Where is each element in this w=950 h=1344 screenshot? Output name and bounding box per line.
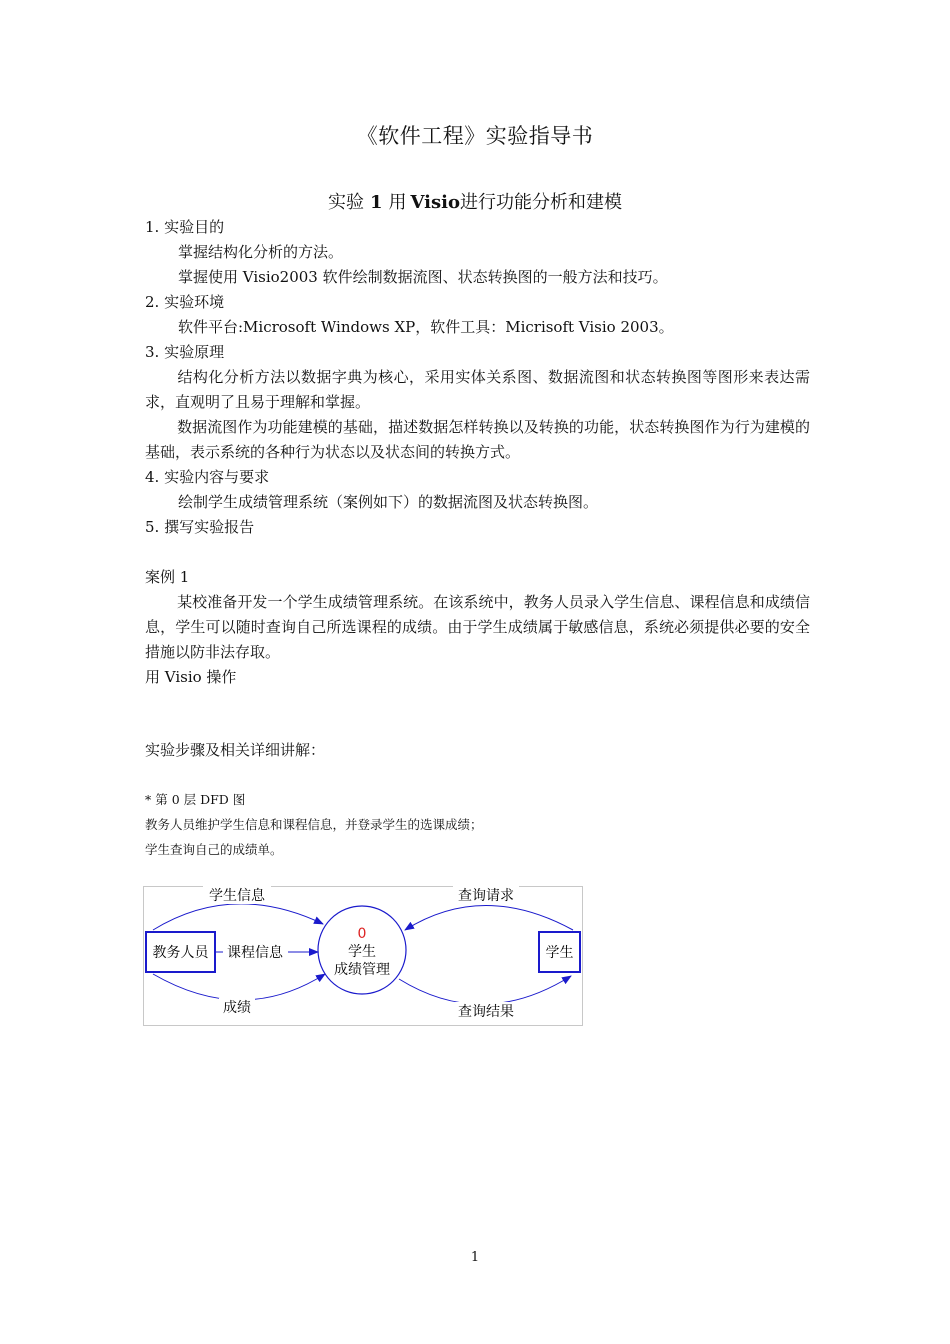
section-3-heading: 3. 实验原理 xyxy=(145,343,225,361)
section-3-paragraph-2-text: 数据流图作为功能建模的基础，描述数据怎样转换以及转换的功能，状态转换图作为行为建模的基础，表示系统的各种行为状态以及状态间的转换方式。 xyxy=(145,418,810,461)
process-label-line-2: 成绩管理 xyxy=(334,962,390,978)
process-number: 0 xyxy=(357,926,367,942)
flow-label-course-info: 课程信息 xyxy=(227,945,283,961)
steps-heading: 实验步骤及相关详细讲解： xyxy=(145,741,326,759)
process-label-line-1: 学生 xyxy=(348,944,376,960)
dfd-description-1: 教务人员维护学生信息和课程信息，并登录学生的选课成绩； xyxy=(145,817,483,832)
experiment-title xyxy=(0,188,950,214)
entity-right-label: 学生 xyxy=(545,945,574,961)
section-1-line-1: 掌握结构化分析的方法。 xyxy=(178,243,344,261)
dfd-svg xyxy=(143,886,583,1026)
section-2-heading: 2. 实验环境 xyxy=(145,293,225,311)
experiment-text-a: 用 xyxy=(388,192,407,213)
entity-left-label: 教务人员 xyxy=(152,945,209,961)
case-tool-line: 用 Visio 操作 xyxy=(145,668,237,686)
experiment-text-b: 进行功能分析和建模 xyxy=(460,192,622,213)
section-4-heading: 4. 实验内容与要求 xyxy=(145,468,270,486)
section-2-line-1: 软件平台:Microsoft Windows XP，软件工具：Micrisoft Visio 2003。 xyxy=(178,318,674,336)
experiment-prefix: 实验 xyxy=(328,192,364,213)
flow-label-student-info: 学生信息 xyxy=(209,888,265,904)
dfd-description-2: 学生查询自己的成绩单。 xyxy=(145,842,283,857)
flow-label-query-request: 查询请求 xyxy=(458,888,514,904)
dfd-caption: * 第 0 层 DFD 图 xyxy=(145,792,246,807)
experiment-tool: Visio xyxy=(410,192,460,213)
section-3-paragraph-1 xyxy=(145,365,810,415)
section-3-paragraph-1-text: 结构化分析方法以数据字典为核心，采用实体关系图、数据流图和状态转换图等图形来表达需求，直观明了且易于理解和掌握。 xyxy=(145,368,810,411)
dfd-diagram xyxy=(143,886,583,1026)
flow-label-query-result: 查询结果 xyxy=(458,1004,514,1020)
experiment-number: 1 xyxy=(370,192,383,213)
page-number: 1 xyxy=(470,1250,480,1265)
case-paragraph xyxy=(145,590,810,665)
section-5-heading: 5. 撰写实验报告 xyxy=(145,518,255,536)
section-3-paragraph-2 xyxy=(145,415,810,465)
section-1-line-2: 掌握使用 Visio2003 软件绘制数据流图、状态转换图的一般方法和技巧。 xyxy=(178,268,668,286)
flow-label-grades: 成绩 xyxy=(223,1000,251,1016)
page-title: 《软件工程》实验指导书 xyxy=(356,124,594,148)
case-paragraph-text: 某校准备开发一个学生成绩管理系统。在该系统中，教务人员录入学生信息、课程信息和成绩信息，学生可以随时查询自己所选课程的成绩。由于学生成绩属于敏感信息，系统必须提供必要的安全措施以防非法存取。 xyxy=(145,593,810,661)
section-1-heading: 1. 实验目的 xyxy=(145,218,225,236)
case-heading: 案例 1 xyxy=(145,568,190,586)
section-4-line-1: 绘制学生成绩管理系统（案例如下）的数据流图及状态转换图。 xyxy=(178,493,599,511)
